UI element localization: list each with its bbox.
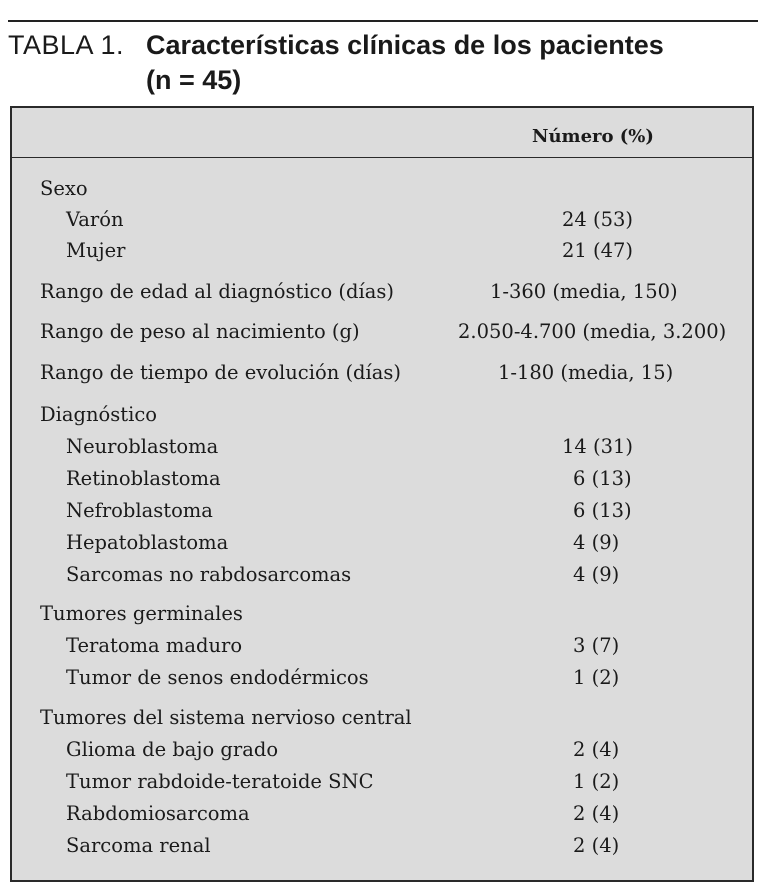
row-value: 21 (47) xyxy=(562,239,634,262)
row-label: Rango de edad al diagnóstico (días) xyxy=(40,280,394,303)
row-label: Tumores germinales xyxy=(40,602,243,625)
table-row xyxy=(12,834,752,864)
table-row xyxy=(12,499,752,529)
row-label: Tumor de senos endodérmicos xyxy=(66,666,369,689)
table-row xyxy=(12,666,752,696)
row-label: Rango de tiempo de evolución (días) xyxy=(40,361,402,384)
column-header-numero: Número (%) xyxy=(532,126,654,147)
row-label: Teratoma maduro xyxy=(66,634,243,657)
table-row xyxy=(12,738,752,768)
table-row xyxy=(12,602,752,632)
row-value: 4 (9) xyxy=(573,563,620,586)
table-row xyxy=(12,802,752,832)
caption-label: TABLA 1. xyxy=(8,30,125,60)
table-row xyxy=(12,403,752,433)
row-value: 14 (31) xyxy=(562,435,634,458)
row-label: Nefroblastoma xyxy=(66,499,213,522)
row-value: 2 (4) xyxy=(573,834,620,857)
row-value: 6 (13) xyxy=(573,499,632,522)
top-rule xyxy=(8,20,758,22)
row-label: Rango de peso al nacimiento (g) xyxy=(40,320,360,343)
row-label: Sarcomas no rabdosarcomas xyxy=(66,563,352,586)
table-row xyxy=(12,280,752,310)
table-row xyxy=(12,177,752,207)
caption-title-line2: (n = 45) xyxy=(146,65,242,95)
table-row xyxy=(12,467,752,497)
row-value: 6 (13) xyxy=(573,467,632,490)
table-row xyxy=(12,208,752,238)
row-label: Diagnóstico xyxy=(40,403,158,426)
table-row xyxy=(12,361,752,391)
header-rule xyxy=(12,157,752,158)
row-label: Neuroblastoma xyxy=(66,435,219,458)
row-value: 24 (53) xyxy=(562,208,634,231)
row-value: 3 (7) xyxy=(573,634,620,657)
row-value: 2 (4) xyxy=(573,738,620,761)
row-value: 2.050-4.700 (media, 3.200) xyxy=(458,320,727,343)
row-value: 1 (2) xyxy=(573,770,620,793)
table-row xyxy=(12,770,752,800)
table-row xyxy=(12,706,752,736)
table-row xyxy=(12,531,752,561)
row-label: Retinoblastoma xyxy=(66,467,221,490)
row-value: 2 (4) xyxy=(573,802,620,825)
row-label: Rabdomiosarcoma xyxy=(66,802,250,825)
row-label: Hepatoblastoma xyxy=(66,531,229,554)
row-value: 4 (9) xyxy=(573,531,620,554)
table-row xyxy=(12,320,752,350)
row-label: Glioma de bajo grado xyxy=(66,738,279,761)
table-row xyxy=(12,239,752,269)
table-row xyxy=(12,563,752,593)
row-label: Sarcoma renal xyxy=(66,834,211,857)
caption-title-line1: Características clínicas de los pacientes xyxy=(146,30,664,60)
row-value: 1-360 (media, 150) xyxy=(490,280,678,303)
data-table xyxy=(10,106,754,882)
row-label: Tumor rabdoide-teratoide SNC xyxy=(66,770,374,793)
row-label: Tumores del sistema nervioso central xyxy=(40,706,412,729)
row-value: 1-180 (media, 15) xyxy=(498,361,674,384)
row-label: Sexo xyxy=(40,177,88,200)
row-label: Varón xyxy=(66,208,124,231)
table-row xyxy=(12,435,752,465)
row-value: 1 (2) xyxy=(573,666,620,689)
row-label: Mujer xyxy=(66,239,126,262)
table-row xyxy=(12,634,752,664)
